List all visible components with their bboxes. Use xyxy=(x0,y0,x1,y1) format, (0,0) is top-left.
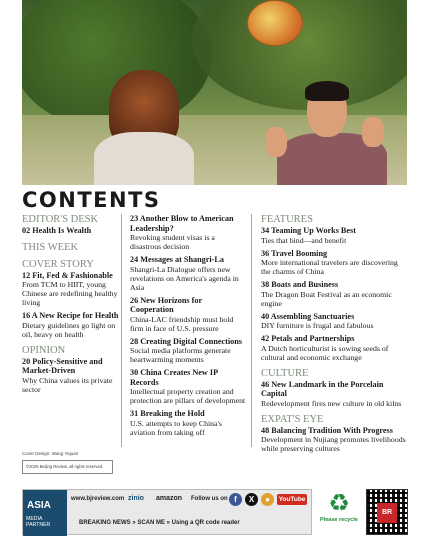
entry-description: China-LAC friendship must hold firm in face of U.S. pressure xyxy=(130,314,234,333)
section-heading: CULTURE xyxy=(261,367,309,379)
entry-description: Redevelopment fires new culture in old kilns xyxy=(261,398,402,408)
entry-description: Intellectual property creation and protection are pillars of development xyxy=(130,387,246,405)
entry-title: 40 Assembling Sanctuaries xyxy=(261,311,355,321)
entry-title: 30 China Creates New IP Records xyxy=(130,368,218,387)
entry-description: Dietary guidelines go light on oil, heavy on health xyxy=(22,320,116,339)
page-title: CONTENTS xyxy=(22,188,161,212)
section-heading: EDITOR'S DESK xyxy=(22,214,99,225)
entry-description: A Dutch horticulturist is sowing seeds of cultural and economic exchange xyxy=(261,343,389,362)
entry-title: 16 A New Recipe for Health xyxy=(22,311,119,320)
section-heading: FEATURES xyxy=(261,214,313,225)
entry-title: 24 Messages at Shangri-La xyxy=(130,255,224,264)
entry-title: 26 New Horizons for Cooperation xyxy=(130,295,202,314)
amazon-link[interactable]: amazon xyxy=(156,495,183,502)
contents-entry[interactable] xyxy=(130,214,247,251)
entry-title: 34 Teaming Up Works Best xyxy=(261,226,356,235)
recycle-badge: ♻ Please recycle xyxy=(314,489,364,535)
entry-title: 23 Another Blow to American Leadership? xyxy=(130,214,234,233)
entry-title: 38 Boats and Business xyxy=(261,280,339,289)
contents-entry[interactable] xyxy=(261,334,406,362)
section-heading: OPINION xyxy=(22,344,66,356)
asia-media-partner-logo[interactable]: ASIA MEDIA PARTNER xyxy=(23,490,67,536)
entry-description: The Dragon Boat Festival as an economic engine xyxy=(261,289,392,308)
entry-description: U.S. attempts to keep China's aviation from taking off xyxy=(130,418,222,437)
entry-description: Development in Nujiang promotes livelihoods while preserving cultures xyxy=(261,435,406,453)
contents-entry[interactable] xyxy=(22,311,121,339)
follow-us-label: Follow us on xyxy=(191,496,228,502)
contents-entry[interactable] xyxy=(22,357,121,394)
cover-credit: Cover Design: Wang Yajuan xyxy=(22,451,79,456)
qr-badge: BR xyxy=(377,503,397,523)
recycle-icon: ♻ xyxy=(328,489,350,517)
youtube-icon[interactable]: YouTube xyxy=(278,496,306,503)
entry-description: Ties that bind—and benefit xyxy=(261,235,347,245)
entry-title: 31 Breaking the Hold xyxy=(130,409,205,418)
entry-description: Why China values its private sector xyxy=(22,375,113,394)
contents-entry[interactable] xyxy=(261,426,406,454)
entry-title: 28 Creating Digital Connections xyxy=(130,336,242,346)
entry-description: Revoking student visas is a disastrous decision xyxy=(130,233,215,251)
x-twitter-icon[interactable]: X xyxy=(245,493,258,506)
facebook-icon[interactable]: f xyxy=(229,493,242,506)
contents-entry[interactable] xyxy=(130,368,247,405)
section-heading: COVER STORY xyxy=(22,258,94,270)
entry-description: DIY furniture is frugal and fabulous xyxy=(261,321,374,330)
entry-description: More international travelers are discovering the charms of China xyxy=(261,258,398,276)
contents-entry[interactable] xyxy=(261,249,406,277)
entry-title: 02 Health Is Wealth xyxy=(22,226,92,235)
contents-entry[interactable] xyxy=(261,312,406,331)
entry-title: 48 Balancing Tradition With Progress xyxy=(261,425,393,435)
contents-column-1 xyxy=(22,214,122,447)
entry-title: 12 Fit, Fed & Fashionable xyxy=(22,270,113,280)
contents-column-2 xyxy=(130,214,252,447)
entry-title: 42 Petals and Partnerships xyxy=(261,334,355,343)
contents-column-3 xyxy=(261,214,406,457)
section-heading: THIS WEEK xyxy=(22,241,79,253)
entry-description: From TCM to HIIT, young Chinese are redefining healthy living xyxy=(22,280,118,307)
contents-entry[interactable] xyxy=(261,380,406,408)
entry-title: 46 New Landmark in the Porcelain Capital xyxy=(261,379,384,398)
qr-code[interactable] xyxy=(366,489,408,535)
contents-entry[interactable] xyxy=(261,280,406,308)
zinio-link[interactable]: zinio xyxy=(128,495,144,502)
entry-description: Shangri-La Dialogue offers new revelations on America's agenda in Asia xyxy=(130,264,239,292)
contents-entry[interactable] xyxy=(130,409,247,437)
contents-entry[interactable] xyxy=(130,255,247,292)
website-link[interactable]: www.bjreview.com xyxy=(71,496,125,502)
entry-description: Social media platforms generate heartwarming moments xyxy=(130,346,231,364)
contents-entry[interactable] xyxy=(130,296,247,333)
contents-entry[interactable] xyxy=(22,226,121,236)
footer-banner xyxy=(22,489,312,535)
shuttlecock-ball xyxy=(247,0,303,46)
cover-photo xyxy=(22,0,407,185)
contents-entry[interactable] xyxy=(22,271,121,308)
man-figure xyxy=(277,85,397,185)
entry-title: 20 Policy-Sensitive and Market-Driven xyxy=(22,356,103,375)
copyright-notice: ©2025 Beijing Review, all rights reserved. xyxy=(22,460,113,474)
weibo-icon[interactable]: ● xyxy=(261,493,274,506)
entry-title: 36 Travel Booming xyxy=(261,248,328,258)
contents-entry[interactable] xyxy=(261,226,406,245)
breaking-news-text: BREAKING NEWS » SCAN ME » Using a QR code reader xyxy=(79,520,240,526)
woman-figure xyxy=(94,70,194,185)
contents-entry[interactable] xyxy=(130,337,247,365)
section-heading: EXPAT'S EYE xyxy=(261,413,324,425)
